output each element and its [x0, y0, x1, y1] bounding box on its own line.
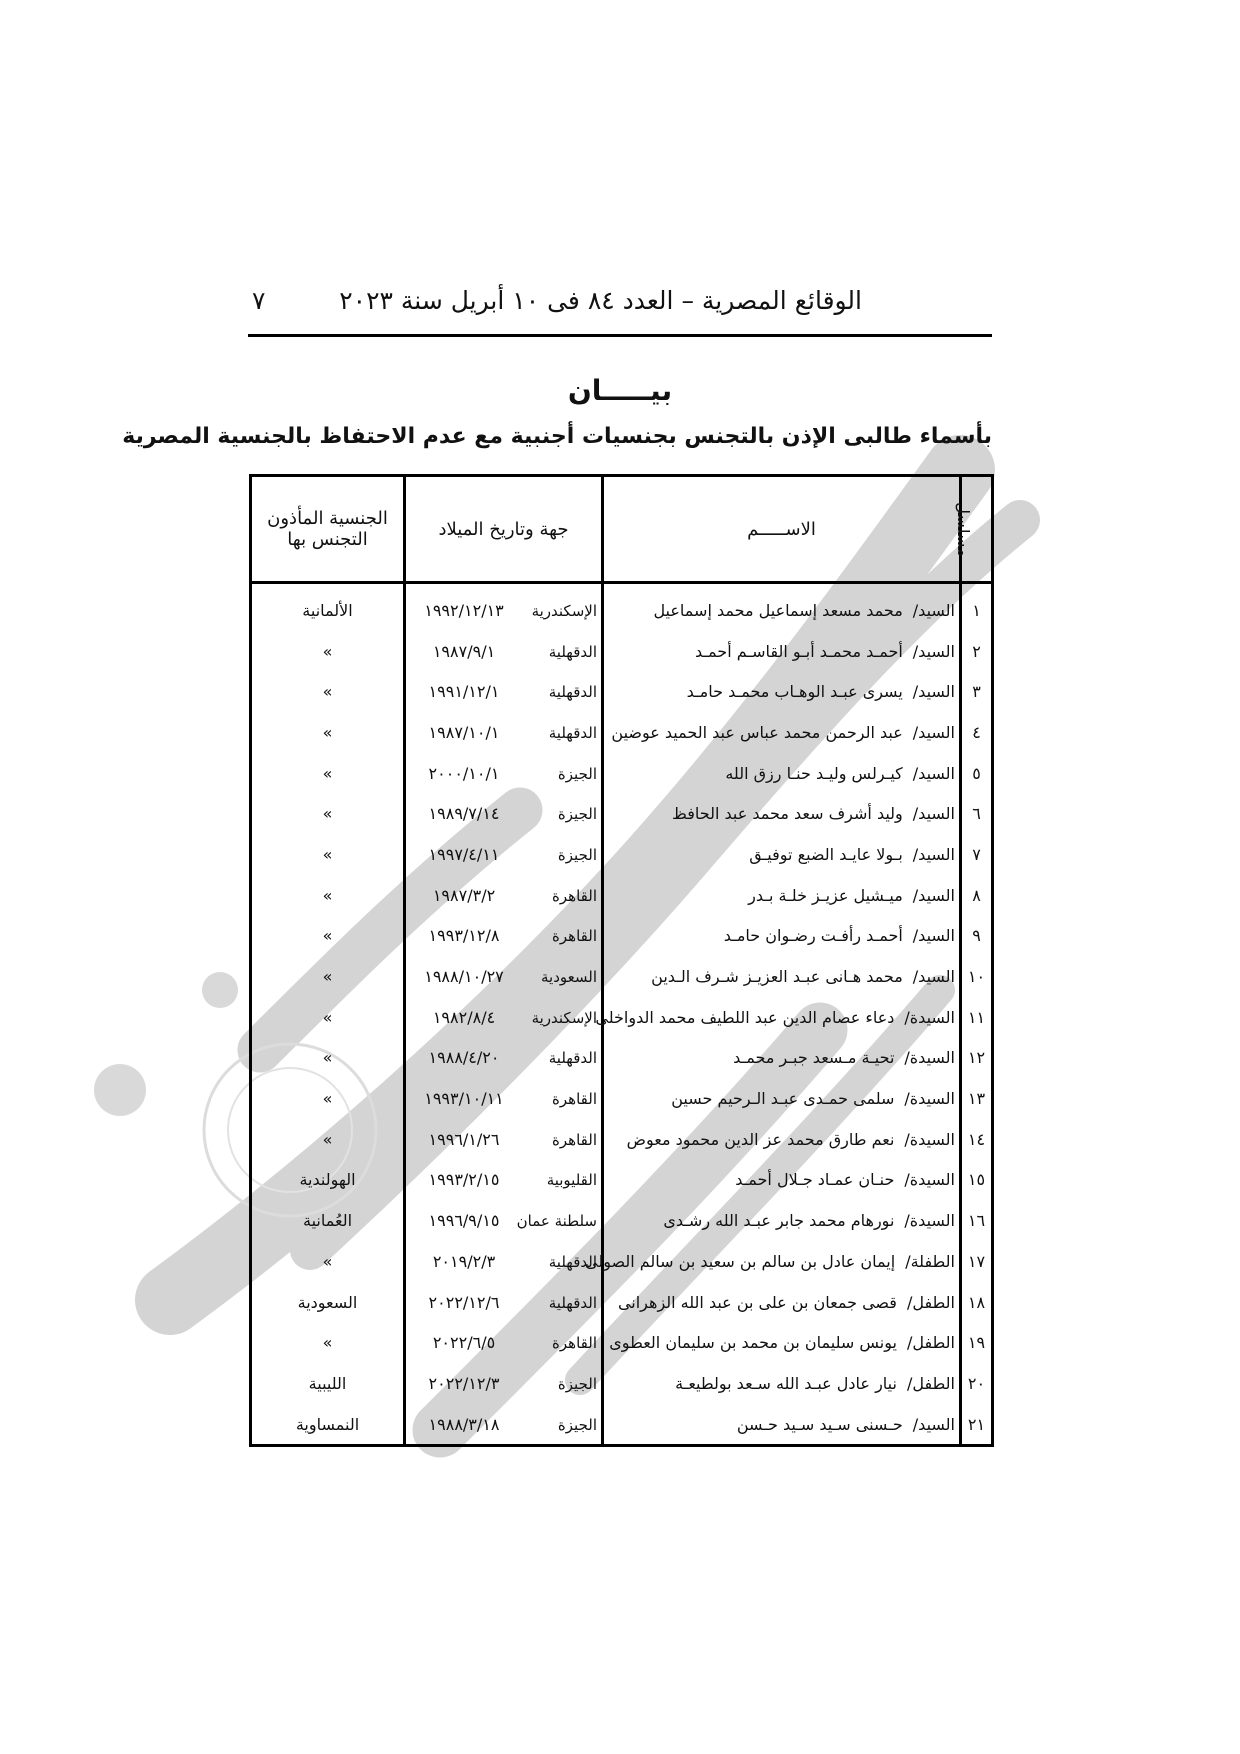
row-birth-place: القاهرة	[552, 1130, 597, 1149]
table-row	[251, 793, 993, 834]
row-birth-cell	[405, 712, 603, 753]
row-title-prefix: السيد/	[912, 722, 955, 742]
row-birth-place: الدقهلية	[548, 683, 597, 702]
row-name-cell	[603, 875, 961, 916]
row-birth-date: ١٩٩٢/١٢/١٣	[424, 600, 504, 620]
row-title-prefix: السيد/	[912, 682, 955, 702]
column-header-birth: جهة وتاريخ الميلاد	[405, 476, 603, 583]
row-title-prefix: الطفلة/	[905, 1251, 955, 1271]
row-full-name: محمد هـانى عبـد العزيـز شـرف الـدين	[651, 967, 903, 987]
row-title-prefix: السيد/	[912, 641, 955, 661]
row-serial: ٦	[961, 793, 993, 834]
row-nationality: »	[251, 956, 405, 997]
row-name-cell	[603, 793, 961, 834]
table-row	[251, 916, 993, 957]
row-title-prefix: الطفل/	[906, 1333, 955, 1353]
page-header	[248, 278, 992, 337]
row-name-cell	[603, 834, 961, 875]
row-full-name: أحمـد محمـد أبـو القاسـم أحمـد	[694, 641, 903, 661]
row-nationality: »	[251, 1241, 405, 1282]
row-birth-date: ١٩٨٧/٣/٢	[432, 885, 496, 905]
row-nationality: »	[251, 712, 405, 753]
column-header-name: الاســـــم	[603, 476, 961, 583]
row-name-cell	[603, 1078, 961, 1119]
row-full-name: نورهام محمد جابر عبـد الله رشـدى	[663, 1211, 895, 1231]
row-birth-place: الجيزة	[557, 764, 597, 783]
row-full-name: محمد مسعد إسماعيل محمد إسماعيل	[653, 600, 903, 620]
table-row	[251, 997, 993, 1038]
row-nationality: الهولندية	[251, 1160, 405, 1201]
naturalization-table	[249, 474, 994, 1447]
table-row	[251, 753, 993, 794]
row-nationality: »	[251, 753, 405, 794]
row-full-name: تحيـة مـسعد جبـر محمـد	[733, 1048, 895, 1068]
row-name-cell	[603, 956, 961, 997]
table-row	[251, 834, 993, 875]
table-row	[251, 1200, 993, 1241]
row-title-prefix: السيدة/	[904, 1211, 955, 1231]
row-birth-date: ١٩٨٧/١٠/١	[428, 722, 500, 742]
row-birth-date: ١٩٨٩/٧/١٤	[428, 804, 500, 824]
row-birth-date: ١٩٨٨/٣/١٨	[428, 1414, 500, 1434]
row-birth-cell	[405, 1404, 603, 1446]
row-birth-place: سلطنة عمان	[516, 1212, 597, 1231]
row-nationality: النمساوية	[251, 1404, 405, 1446]
row-birth-cell	[405, 834, 603, 875]
row-name-cell	[603, 1038, 961, 1079]
row-title-prefix: السيد/	[912, 844, 955, 864]
row-serial: ١٨	[961, 1282, 993, 1323]
row-nationality: »	[251, 1119, 405, 1160]
row-birth-cell	[405, 793, 603, 834]
row-birth-date: ٢٠١٩/٢/٣	[432, 1251, 496, 1271]
row-birth-date: ١٩٩١/١٢/١	[428, 682, 500, 702]
row-birth-cell	[405, 1160, 603, 1201]
row-nationality: »	[251, 997, 405, 1038]
row-title-prefix: السيد/	[912, 885, 955, 905]
row-birth-place: القاهرة	[552, 1090, 597, 1109]
row-birth-date: ١٩٨٧/٩/١	[432, 641, 496, 661]
row-name-cell	[603, 753, 961, 794]
page-number: ٧	[252, 286, 266, 315]
row-birth-place: القاهرة	[552, 1334, 597, 1353]
row-name-cell	[603, 1404, 961, 1446]
row-full-name: قصى جمعان بن على بن عبد الله الزهرانى	[617, 1292, 897, 1312]
row-birth-place: الجيزة	[557, 805, 597, 824]
row-birth-place: الدقهلية	[548, 723, 597, 742]
row-name-cell	[603, 916, 961, 957]
row-birth-cell	[405, 753, 603, 794]
row-full-name: أحمـد رأفـت رضـوان حامـد	[723, 926, 903, 946]
row-birth-cell	[405, 631, 603, 672]
row-name-cell	[603, 1160, 961, 1201]
row-birth-date: ١٩٨٨/٤/٢٠	[428, 1048, 500, 1068]
row-serial: ١١	[961, 997, 993, 1038]
row-serial: ١٣	[961, 1078, 993, 1119]
row-title-prefix: السيدة/	[904, 1007, 955, 1027]
row-birth-date: ٢٠٢٢/٦/٥	[432, 1333, 496, 1353]
row-serial: ٩	[961, 916, 993, 957]
row-title-prefix: السيد/	[912, 804, 955, 824]
row-serial: ٣	[961, 671, 993, 712]
row-serial: ٤	[961, 712, 993, 753]
table-row	[251, 1078, 993, 1119]
row-birth-cell	[405, 1119, 603, 1160]
table-body	[251, 583, 993, 1446]
row-nationality: »	[251, 1038, 405, 1079]
row-birth-cell	[405, 875, 603, 916]
row-title-prefix: الطفل/	[906, 1373, 955, 1393]
row-serial: ٢٠	[961, 1363, 993, 1404]
row-birth-place: الدقهلية	[548, 1049, 597, 1068]
row-title-prefix: السيدة/	[904, 1170, 955, 1190]
row-serial: ٨	[961, 875, 993, 916]
row-serial: ٢	[961, 631, 993, 672]
row-nationality: العُمانية	[251, 1200, 405, 1241]
row-nationality: »	[251, 793, 405, 834]
row-full-name: يسرى عبـد الوهـاب محمـد حامـد	[686, 682, 903, 702]
row-birth-cell	[405, 1078, 603, 1119]
gazette-issue-title: الوقائع المصرية – العدد ٨٤ فى ١٠ أبريل سنة ٢٠٢٣	[339, 286, 862, 315]
row-birth-cell	[405, 1322, 603, 1363]
row-birth-cell	[405, 916, 603, 957]
column-header-nationality: الجنسية المأذون التجنس بها	[251, 476, 405, 583]
row-birth-cell	[405, 1038, 603, 1079]
row-birth-date: ١٩٩٣/١٢/٨	[428, 926, 500, 946]
row-serial: ١٧	[961, 1241, 993, 1282]
row-birth-place: الجيزة	[557, 1415, 597, 1434]
table-row	[251, 956, 993, 997]
row-birth-place: الجيزة	[557, 1374, 597, 1393]
table-row	[251, 1119, 993, 1160]
row-birth-date: ١٩٩٣/٢/١٥	[428, 1170, 500, 1190]
row-name-cell	[603, 1322, 961, 1363]
table-header-row	[251, 476, 993, 583]
row-name-cell	[603, 1282, 961, 1323]
row-serial: ٧	[961, 834, 993, 875]
table-row	[251, 1038, 993, 1079]
row-birth-date: ١٩٨٨/١٠/٢٧	[424, 967, 504, 987]
row-full-name: كيـرلس وليـد حنـا رزق الله	[725, 763, 903, 783]
row-full-name: يونس سليمان بن محمد بن سليمان العطوى	[609, 1333, 897, 1353]
row-title-prefix: السيدة/	[904, 1048, 955, 1068]
row-nationality: »	[251, 875, 405, 916]
row-birth-date: ٢٠٠٠/١٠/١	[428, 763, 500, 783]
row-name-cell	[603, 631, 961, 672]
row-nationality: »	[251, 916, 405, 957]
row-birth-date: ١٩٩٦/١/٢٦	[428, 1129, 500, 1149]
table-row	[251, 671, 993, 712]
row-full-name: عبد الرحمن محمد عباس عبد الحميد عوضين	[611, 722, 903, 742]
row-birth-cell	[405, 1363, 603, 1404]
row-serial: ١٥	[961, 1160, 993, 1201]
row-serial: ١٤	[961, 1119, 993, 1160]
row-title-prefix: السيد/	[912, 967, 955, 987]
row-name-cell	[585, 1241, 961, 1282]
row-name-cell	[603, 1200, 961, 1241]
document-heading: بيـــــان	[567, 374, 673, 407]
row-birth-place: الإسكندرية	[531, 1008, 597, 1027]
row-name-cell	[603, 671, 961, 712]
row-nationality: الليبية	[251, 1363, 405, 1404]
row-birth-date: ٢٠٢٢/١٢/٣	[428, 1373, 500, 1393]
table-row	[251, 875, 993, 916]
row-serial: ١	[961, 583, 993, 631]
row-birth-place: الدقهلية	[548, 642, 597, 661]
row-birth-place: القاهرة	[552, 886, 597, 905]
row-name-cell	[603, 712, 961, 753]
row-birth-cell	[405, 671, 603, 712]
row-serial: ٥	[961, 753, 993, 794]
row-full-name: حـسنى سـيد سـيد حـسن	[736, 1414, 903, 1434]
table-row	[251, 583, 993, 631]
row-name-cell	[603, 1119, 961, 1160]
table-row	[251, 1363, 993, 1404]
row-birth-cell	[405, 997, 603, 1038]
column-header-serial: مسلسل	[961, 476, 993, 583]
row-birth-place: القاهرة	[552, 927, 597, 946]
row-birth-place: الإسكندرية	[531, 601, 597, 620]
row-nationality: »	[251, 1078, 405, 1119]
row-full-name: دعاء عصام الدين عبد اللطيف محمد الدواخلى	[595, 1007, 895, 1027]
table-row	[251, 712, 993, 753]
row-name-cell	[603, 583, 961, 631]
row-serial: ١٠	[961, 956, 993, 997]
row-full-name: سلمى حمـدى عبـد الـرحيم حسين	[671, 1089, 895, 1109]
row-title-prefix: السيدة/	[904, 1089, 955, 1109]
row-birth-cell	[405, 956, 603, 997]
table-row	[251, 631, 993, 672]
table-row	[251, 1282, 993, 1323]
row-title-prefix: السيدة/	[904, 1129, 955, 1149]
row-full-name: إيمان عادل بن سالم بن سعيد بن سالم الصولى	[585, 1251, 896, 1271]
row-serial: ١٦	[961, 1200, 993, 1241]
row-nationality: »	[251, 834, 405, 875]
row-title-prefix: السيد/	[912, 600, 955, 620]
row-birth-cell	[405, 1200, 603, 1241]
row-title-prefix: السيد/	[912, 1414, 955, 1434]
table-row	[251, 1322, 993, 1363]
table-row	[251, 1404, 993, 1446]
row-nationality: »	[251, 1322, 405, 1363]
row-birth-cell	[405, 1282, 603, 1323]
row-birth-place: الجيزة	[557, 845, 597, 864]
row-title-prefix: الطفل/	[906, 1292, 955, 1312]
row-birth-cell	[405, 583, 603, 631]
row-birth-date: ٢٠٢٢/١٢/٦	[428, 1292, 500, 1312]
row-nationality: السعودية	[251, 1282, 405, 1323]
row-serial: ١٩	[961, 1322, 993, 1363]
document-subheading: بأسماء طالبى الإذن بالتجنس بجنسيات أجنبية مع عدم الاحتفاظ بالجنسية المصرية	[122, 424, 992, 449]
row-nationality: الألمانية	[251, 583, 405, 631]
row-birth-place: القليوبية	[546, 1171, 597, 1190]
row-birth-date: ١٩٩٦/٩/١٥	[428, 1211, 500, 1231]
row-full-name: ميـشيل عزيـز خلـة بـدر	[748, 885, 903, 905]
row-birth-place: السعودية	[540, 968, 597, 987]
row-title-prefix: السيد/	[912, 926, 955, 946]
row-nationality: »	[251, 671, 405, 712]
row-birth-place: الدقهلية	[548, 1293, 597, 1312]
row-birth-cell	[405, 1241, 603, 1282]
row-full-name: وليد أشرف سعد محمد عبد الحافظ	[672, 804, 903, 824]
table-row	[251, 1241, 993, 1282]
row-full-name: نيار عادل عبـد الله سـعد بولطيعـة	[675, 1373, 897, 1393]
row-serial: ١٢	[961, 1038, 993, 1079]
row-name-cell	[603, 1363, 961, 1404]
row-birth-date: ١٩٩٣/١٠/١١	[424, 1089, 504, 1109]
row-name-cell	[595, 997, 961, 1038]
row-full-name: بـولا عايـد الضبع توفيـق	[749, 844, 903, 864]
row-full-name: نعم طارق محمد عز الدين محمود معوض	[626, 1129, 895, 1149]
row-serial: ٢١	[961, 1404, 993, 1446]
row-birth-date: ١٩٩٧/٤/١١	[428, 844, 500, 864]
row-birth-place: الدقهلية	[548, 1252, 597, 1271]
row-birth-date: ١٩٨٢/٨/٤	[432, 1007, 496, 1027]
row-nationality: »	[251, 631, 405, 672]
table-row	[251, 1160, 993, 1201]
row-full-name: حنـان عمـاد جـلال أحمـد	[735, 1170, 895, 1190]
row-title-prefix: السيد/	[912, 763, 955, 783]
